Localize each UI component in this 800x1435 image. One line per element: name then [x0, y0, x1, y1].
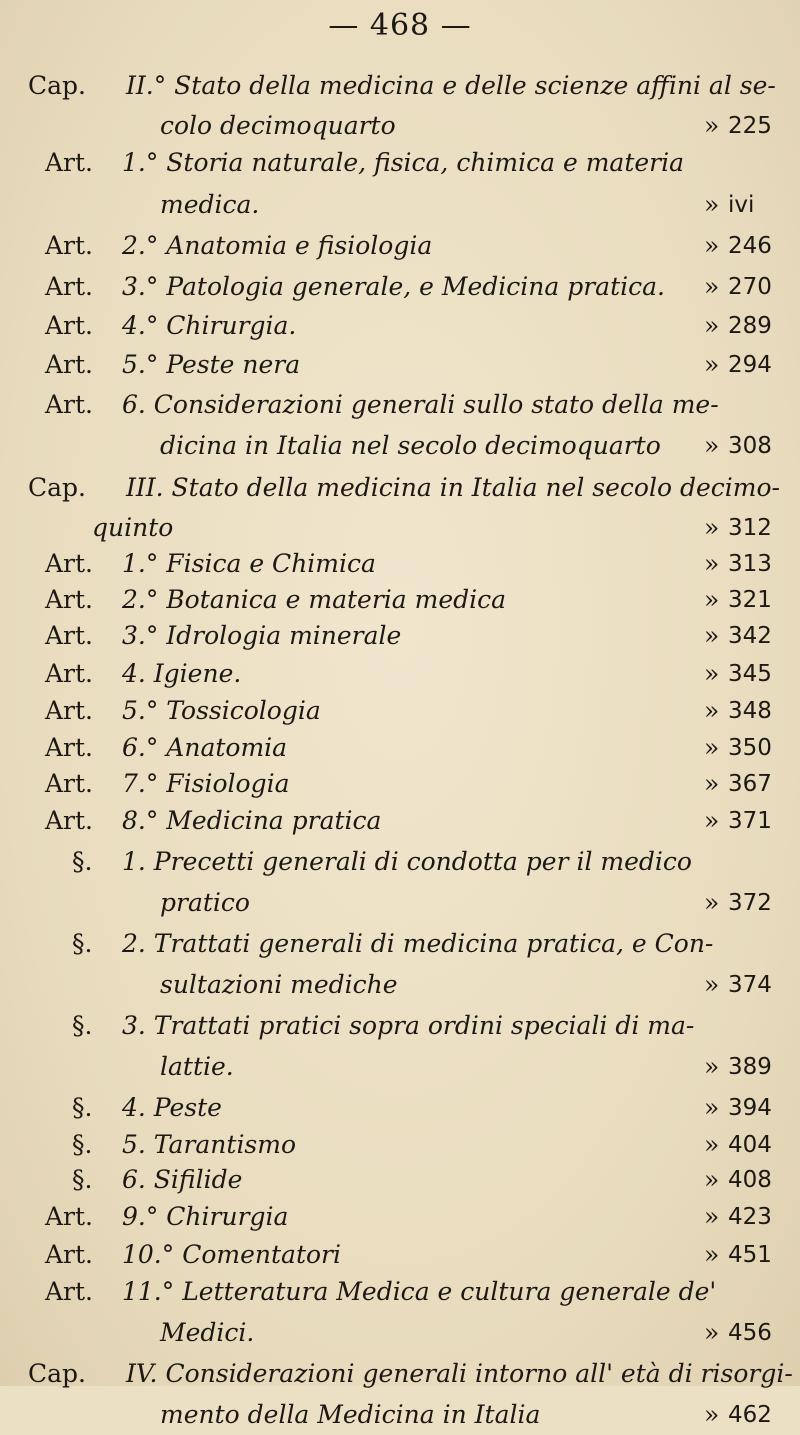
- toc-entry-page-number: 342: [728, 623, 772, 649]
- toc-entry-title: 1.° Fisica e Chimica: [122, 549, 376, 578]
- toc-entry-page-number: 312: [728, 515, 772, 541]
- toc-entry-page-number: 246: [728, 233, 772, 259]
- toc-entry-title: 4. Igiene.: [122, 659, 242, 688]
- toc-entry-title: 5.° Peste nera: [122, 350, 301, 379]
- toc-entry-label: Art.: [45, 806, 93, 835]
- toc-entry-title: colo decimoquarto: [160, 111, 396, 140]
- toc-entry-page-number: 462: [728, 1402, 772, 1428]
- toc-entry: [0, 1047, 800, 1087]
- toc-entry-label: Cap.: [28, 1359, 86, 1388]
- toc-entry: [0, 1160, 800, 1200]
- toc-entry-label: Art.: [45, 272, 93, 301]
- toc-entry-title: 10.° Comentatori: [122, 1240, 341, 1269]
- toc-entry-title: 4.° Chirurgia.: [122, 311, 297, 340]
- page-marker: »: [704, 621, 720, 650]
- toc-entry: [0, 385, 800, 425]
- toc-entry-page-number: ivi: [728, 192, 755, 218]
- toc-entry: [0, 764, 800, 804]
- toc-entry-page-number: 367: [728, 771, 772, 797]
- toc-entry-title: 1. Precetti generali di condotta per il medico: [122, 847, 692, 876]
- toc-entry: [0, 1313, 800, 1353]
- toc-entry: [0, 544, 800, 584]
- toc-entry-page-number: 404: [728, 1132, 772, 1158]
- toc-entry: [0, 691, 800, 731]
- toc-entry-page-number: 456: [728, 1320, 772, 1346]
- toc-entry-label: Cap.: [28, 71, 86, 100]
- toc-entry-label: Art.: [45, 769, 93, 798]
- toc-entry-label: Art.: [45, 231, 93, 260]
- toc-entry-label: Art.: [45, 585, 93, 614]
- toc-entry-label: §.: [72, 1011, 93, 1040]
- toc-entry-title: dicina in Italia nel secolo decimoquarto: [160, 431, 661, 460]
- toc-entry-title: 2. Trattati generali di medicina pratica, e Con-: [122, 929, 714, 958]
- toc-entry-page-number: 389: [728, 1054, 772, 1080]
- toc-entry: [0, 1395, 800, 1435]
- toc-entry: [0, 1125, 800, 1165]
- toc-entry: [0, 185, 800, 225]
- page-marker: »: [704, 311, 720, 340]
- page-marker: »: [704, 696, 720, 725]
- page-marker: »: [704, 1202, 720, 1231]
- toc-entry: [0, 345, 800, 385]
- toc-entry-title: pratico: [160, 888, 250, 917]
- toc-entry-page-number: 321: [728, 587, 772, 613]
- toc-entry-page-number: 350: [728, 735, 772, 761]
- page-marker: »: [704, 806, 720, 835]
- toc-entry-label: Art.: [45, 311, 93, 340]
- toc-entry-page-number: 451: [728, 1242, 772, 1268]
- toc-entry-title: 5. Tarantismo: [122, 1130, 297, 1159]
- toc-entry-title: 1.° Storia naturale, fisica, chimica e materia: [122, 148, 685, 177]
- page-marker: »: [704, 1093, 720, 1122]
- toc-entry-label: Art.: [45, 733, 93, 762]
- toc-entry-title: 3.° Idrologia minerale: [122, 621, 402, 650]
- toc-entry-page-number: 270: [728, 274, 772, 300]
- toc-entry-title: sultazioni mediche: [160, 970, 398, 999]
- toc-entry: [0, 801, 800, 841]
- toc-entry-title: 6. Sifilide: [122, 1165, 243, 1194]
- toc-entry-page-number: 408: [728, 1167, 772, 1193]
- page-marker: »: [704, 190, 720, 219]
- toc-entry-title: 6.° Anatomia: [122, 733, 288, 762]
- toc-entry-label: Art.: [45, 148, 93, 177]
- page-marker: »: [704, 272, 720, 301]
- toc-entry: [0, 883, 800, 923]
- toc-entry-title: 5.° Tossicologia: [122, 696, 321, 725]
- toc-entry: [0, 654, 800, 694]
- toc-entry-page-number: 374: [728, 972, 772, 998]
- page-marker: »: [704, 549, 720, 578]
- toc-entry-page-number: 394: [728, 1095, 772, 1121]
- page-marker: »: [704, 659, 720, 688]
- page-marker: »: [704, 733, 720, 762]
- page-marker: »: [704, 111, 720, 140]
- toc-entry: [0, 267, 800, 307]
- toc-entry: [0, 1006, 800, 1046]
- toc-entry-label: §.: [72, 929, 93, 958]
- toc-entry-label: Art.: [45, 696, 93, 725]
- toc-entry: [0, 426, 800, 466]
- page-marker: »: [704, 970, 720, 999]
- toc-entry-page-number: 345: [728, 661, 772, 687]
- page-marker: »: [704, 585, 720, 614]
- toc-entry-label: Art.: [45, 1240, 93, 1269]
- toc-entry: [0, 580, 800, 620]
- toc-entry: [0, 226, 800, 266]
- toc-entry-label: Art.: [45, 549, 93, 578]
- page-marker: »: [704, 1052, 720, 1081]
- toc-entry-page-number: 372: [728, 890, 772, 916]
- toc-entry: [0, 1088, 800, 1128]
- toc-entry-label: §.: [72, 1093, 93, 1122]
- page-marker: »: [704, 350, 720, 379]
- toc-entry-title: medica.: [160, 190, 260, 219]
- toc-entry-title: IV. Considerazioni generali intorno all' età di risorgi-: [126, 1359, 793, 1388]
- toc-entry: [0, 508, 800, 548]
- toc-entry-title: 2.° Botanica e materia medica: [122, 585, 507, 614]
- toc-entry-title: 11.° Letteratura Medica e cultura generale de': [122, 1277, 717, 1306]
- toc-entry-title: 2.° Anatomia e fisiologia: [122, 231, 433, 260]
- toc-entry-page-number: 313: [728, 551, 772, 577]
- toc-entry-page-number: 423: [728, 1204, 772, 1230]
- toc-entry-label: §.: [72, 847, 93, 876]
- toc-entry-page-number: 348: [728, 698, 772, 724]
- toc-entry: [0, 842, 800, 882]
- page-marker: »: [704, 1165, 720, 1194]
- toc-entry-label: §.: [72, 1165, 93, 1194]
- toc-entry: [0, 728, 800, 768]
- toc-entry-title: 3. Trattati pratici sopra ordini speciali di ma-: [122, 1011, 695, 1040]
- toc-entry-label: Art.: [45, 659, 93, 688]
- toc-entry-page-number: 225: [728, 113, 772, 139]
- toc-entry-label: Art.: [45, 390, 93, 419]
- toc-entry: [0, 66, 800, 106]
- toc-entry: [0, 1354, 800, 1394]
- toc-entry: [0, 616, 800, 656]
- toc-entry-title: II.° Stato della medicina e delle scienze affini al se-: [126, 71, 776, 100]
- toc-entry: [0, 1197, 800, 1237]
- toc-entry-title: lattie.: [160, 1052, 234, 1081]
- toc-entry-title: Medici.: [160, 1318, 255, 1347]
- toc-entry-title: 9.° Chirurgia: [122, 1202, 289, 1231]
- toc-entry: [0, 965, 800, 1005]
- toc-entry-title: 7.° Fisiologia: [122, 769, 290, 798]
- toc-entry: [0, 106, 800, 146]
- toc-entry-label: Art.: [45, 350, 93, 379]
- toc-entry: [0, 1235, 800, 1275]
- toc-entry-title: 4. Peste: [122, 1093, 222, 1122]
- toc-entry-title: 8.° Medicina pratica: [122, 806, 382, 835]
- page-marker: »: [704, 1240, 720, 1269]
- page-marker: »: [704, 1400, 720, 1429]
- toc-entry: [0, 1272, 800, 1312]
- toc-entry: [0, 306, 800, 346]
- page-marker: »: [704, 769, 720, 798]
- toc-entry-label: §.: [72, 1130, 93, 1159]
- toc-entry: [0, 924, 800, 964]
- toc-entry-title: quinto: [92, 513, 174, 542]
- toc-entry-title: 6. Considerazioni generali sullo stato della me-: [122, 390, 719, 419]
- page-marker: »: [704, 513, 720, 542]
- toc-entry-label: Art.: [45, 1277, 93, 1306]
- toc-entry: [0, 143, 800, 183]
- page-marker: »: [704, 1318, 720, 1347]
- toc-entry-label: Art.: [45, 621, 93, 650]
- toc-entry-page-number: 308: [728, 433, 772, 459]
- toc-entry-title: mento della Medicina in Italia: [160, 1400, 541, 1429]
- toc-entry-label: Art.: [45, 1202, 93, 1231]
- page-marker: »: [704, 1130, 720, 1159]
- toc-entry-page-number: 294: [728, 352, 772, 378]
- toc-entry-title: 3.° Patologia generale, e Medicina pratica.: [122, 272, 665, 301]
- toc-entry-title: III. Stato della medicina in Italia nel secolo decimo-: [126, 473, 780, 502]
- toc-entry-page-number: 289: [728, 313, 772, 339]
- toc-entry: [0, 468, 800, 508]
- toc-entry-label: Cap.: [28, 473, 86, 502]
- page-marker: »: [704, 431, 720, 460]
- toc-entry-page-number: 371: [728, 808, 772, 834]
- page-marker: »: [704, 888, 720, 917]
- page-marker: »: [704, 231, 720, 260]
- page-header: — 468 —: [328, 8, 472, 43]
